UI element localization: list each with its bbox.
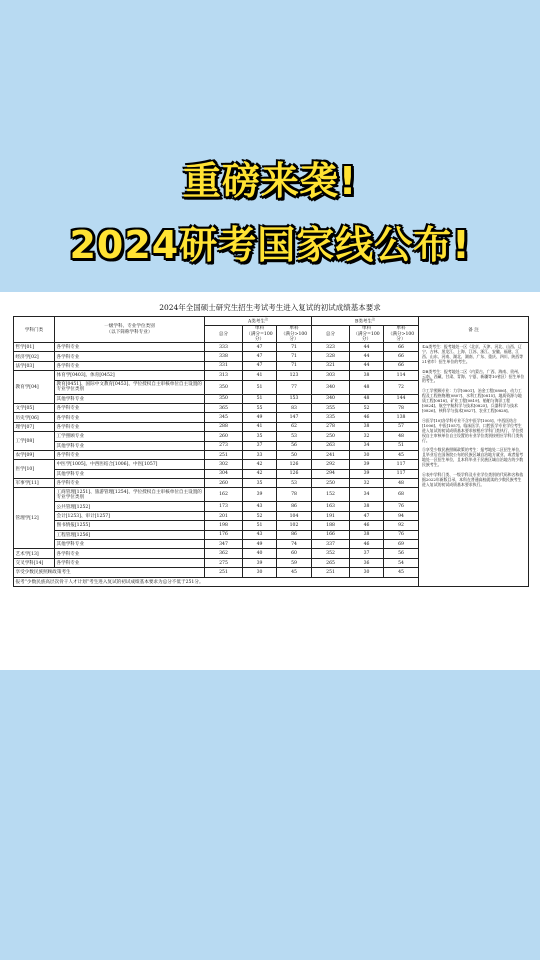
score-a-total: 176 xyxy=(205,530,243,539)
header-b-total: 总分 xyxy=(312,326,350,343)
score-b-single-over: 92 xyxy=(384,521,419,530)
score-a-single-100: 43 xyxy=(243,502,277,511)
score-a-single-over: 53 xyxy=(277,479,312,488)
header-b-single-over: 单科 （满分>100分） xyxy=(384,326,419,343)
row-category: 工学[08] xyxy=(14,432,55,451)
score-a-total: 350 xyxy=(205,380,243,394)
score-b-single-over: 76 xyxy=(384,502,419,511)
score-a-single-over: 147 xyxy=(277,413,312,422)
score-b-total: 188 xyxy=(312,521,350,530)
row-category: 享受少数民族照顾政策考生 xyxy=(14,568,205,577)
row-discipline: 各学科专业 xyxy=(55,422,205,431)
score-a-single-over: 62 xyxy=(277,422,312,431)
remark-item: ③工学照顾专业：力学[0801]、冶金工程[0806]、动力工程及工程热物理[0807]、水利工程[0815]、地质资源与地质工程[0818]、矿业工程[0819]、船舶与海洋工程[0824]、航空宇航科学与技术[0825]、兵器科学与技术[0826]、核科学与技术[0827]、农业工程[0828]。 xyxy=(422,388,522,413)
score-a-single-100: 55 xyxy=(243,403,277,412)
score-a-single-100: 47 xyxy=(243,352,277,361)
score-b-single-100: 30 xyxy=(350,450,384,459)
score-table xyxy=(13,316,529,587)
row-category: 法学[03] xyxy=(14,361,55,370)
header-discipline xyxy=(55,317,205,343)
score-b-total: 335 xyxy=(312,413,350,422)
score-b-single-over: 66 xyxy=(384,343,419,352)
score-a-single-over: 71 xyxy=(277,343,312,352)
header-row-1 xyxy=(14,317,529,326)
row-discipline: 各学科专业 xyxy=(55,352,205,361)
score-a-total: 345 xyxy=(205,413,243,422)
score-b-single-100: 44 xyxy=(350,361,384,370)
row-category: 农学[09] xyxy=(14,450,55,459)
score-a-total: 198 xyxy=(205,521,243,530)
score-b-total: 251 xyxy=(312,568,350,577)
score-b-single-100: 48 xyxy=(350,394,384,403)
score-a-single-over: 104 xyxy=(277,511,312,520)
score-a-total: 260 xyxy=(205,479,243,488)
score-b-single-over: 94 xyxy=(384,511,419,520)
score-a-total: 251 xyxy=(205,568,243,577)
score-a-total: 313 xyxy=(205,371,243,380)
score-b-total: 352 xyxy=(312,549,350,558)
score-a-single-over: 78 xyxy=(277,488,312,502)
score-b-single-over: 69 xyxy=(384,540,419,549)
remarks-cell xyxy=(419,343,529,587)
score-b-single-over: 72 xyxy=(384,380,419,394)
header-discipline-sub: （以下简称学科专业） xyxy=(106,329,153,335)
score-a-single-100: 52 xyxy=(243,511,277,520)
header-a-total: 总分 xyxy=(205,326,243,343)
score-b-single-100: 48 xyxy=(350,380,384,394)
header-category: 学科门类 xyxy=(14,317,55,343)
score-a-total: 365 xyxy=(205,403,243,412)
score-a-single-100: 35 xyxy=(243,432,277,441)
score-b-single-100: 46 xyxy=(350,540,384,549)
score-a-single-over: 53 xyxy=(277,432,312,441)
score-b-total: 152 xyxy=(312,488,350,502)
score-b-total: 337 xyxy=(312,540,350,549)
score-a-single-100: 51 xyxy=(243,394,277,403)
score-b-single-over: 76 xyxy=(384,530,419,539)
score-b-single-100: 38 xyxy=(350,502,384,511)
score-b-single-over: 45 xyxy=(384,568,419,577)
score-a-total: 275 xyxy=(205,558,243,567)
score-b-total: 340 xyxy=(312,394,350,403)
remark-item: ②B类考生：报考地处二区（内蒙古、广西、海南、贵州、云南、西藏、甘肃、青海、宁夏、新疆等10省区）招生单位的考生。 xyxy=(422,368,525,384)
row-category: 理学[07] xyxy=(14,422,55,431)
row-discipline: 公共管理[1252] xyxy=(55,502,205,511)
score-a-single-100: 30 xyxy=(243,568,277,577)
score-b-single-over: 114 xyxy=(384,371,419,380)
score-a-single-over: 71 xyxy=(277,361,312,370)
score-a-total: 302 xyxy=(205,460,243,469)
score-a-single-100: 51 xyxy=(243,380,277,394)
row-discipline: 各学科专业 xyxy=(55,361,205,370)
score-b-total: 166 xyxy=(312,530,350,539)
headline-line-2: 2024研考国家线公布! xyxy=(69,223,471,267)
score-b-total: 163 xyxy=(312,502,350,511)
score-b-total: 265 xyxy=(312,558,350,567)
row-discipline: 各学科专业 xyxy=(55,549,205,558)
header-remarks: 备 注 xyxy=(419,317,529,343)
row-discipline: 会计[1253]、审计[1257] xyxy=(55,511,205,520)
score-a-single-over: 74 xyxy=(277,540,312,549)
score-b-total: 355 xyxy=(312,403,350,412)
score-a-total: 201 xyxy=(205,511,243,520)
score-b-single-over: 54 xyxy=(384,558,419,567)
score-b-single-over: 66 xyxy=(384,361,419,370)
row-category: 文学[05] xyxy=(14,403,55,412)
score-a-single-100: 37 xyxy=(243,441,277,450)
score-a-single-100: 33 xyxy=(243,450,277,459)
score-a-single-over: 83 xyxy=(277,403,312,412)
score-a-total: 304 xyxy=(205,469,243,478)
row-discipline: 图书情报[1255] xyxy=(55,521,205,530)
score-b-single-over: 78 xyxy=(384,403,419,412)
row-category: 医学[10] xyxy=(14,460,55,479)
score-a-single-over: 86 xyxy=(277,530,312,539)
row-discipline: 工商管理[1251]、旅游管理[1254]、学位授权自主审核单位自主设置的专业学位类别 xyxy=(55,488,205,502)
header-a-single-100: 单科 （满分=100分） xyxy=(243,326,277,343)
score-a-single-100: 51 xyxy=(243,521,277,530)
row-category: 交叉学科[14] xyxy=(14,558,55,567)
footnote: 报考“少数民族高层次骨干人才计划”考生进入复试的初试成绩基本要求为总分不低于251分。 xyxy=(14,577,419,586)
row-discipline: 各学科专业 xyxy=(55,403,205,412)
score-b-single-over: 144 xyxy=(384,394,419,403)
score-b-single-over: 138 xyxy=(384,413,419,422)
score-b-single-100: 30 xyxy=(350,568,384,577)
header-b-single-100: 单科 （满分=100分） xyxy=(350,326,384,343)
score-b-single-100: 44 xyxy=(350,352,384,361)
row-discipline: 其他学科专业 xyxy=(55,441,205,450)
header-group-a: A类考生$^注$ xyxy=(205,317,312,326)
score-b-single-100: 34 xyxy=(350,488,384,502)
row-discipline: 其他学科专业 xyxy=(55,394,205,403)
row-category: 管理学[12] xyxy=(14,488,55,549)
score-a-single-100: 43 xyxy=(243,530,277,539)
score-b-total: 250 xyxy=(312,479,350,488)
score-a-total: 333 xyxy=(205,343,243,352)
score-a-single-over: 50 xyxy=(277,450,312,459)
score-a-single-100: 47 xyxy=(243,343,277,352)
score-b-single-over: 66 xyxy=(384,352,419,361)
score-a-total: 350 xyxy=(205,394,243,403)
row-discipline: 各学科专业 xyxy=(55,558,205,567)
row-discipline: 体育学[0403]、体育[0452] xyxy=(55,371,205,380)
row-category: 经济学[02] xyxy=(14,352,55,361)
score-b-total: 294 xyxy=(312,469,350,478)
score-b-total: 340 xyxy=(312,380,350,394)
score-table-document xyxy=(0,292,540,670)
score-b-single-over: 56 xyxy=(384,549,419,558)
row-discipline: 工程管理[1256] xyxy=(55,530,205,539)
score-a-total: 338 xyxy=(205,352,243,361)
score-a-single-over: 59 xyxy=(277,558,312,567)
score-a-single-over: 102 xyxy=(277,521,312,530)
table-row xyxy=(14,343,529,352)
score-a-total: 251 xyxy=(205,450,243,459)
score-b-total: 323 xyxy=(312,343,350,352)
row-category: 艺术学[13] xyxy=(14,549,55,558)
row-discipline: 其他学科专业 xyxy=(55,469,205,478)
score-b-single-100: 38 xyxy=(350,530,384,539)
row-discipline: 各学科专业 xyxy=(55,450,205,459)
score-b-single-over: 68 xyxy=(384,488,419,502)
score-a-total: 273 xyxy=(205,441,243,450)
score-b-single-over: 117 xyxy=(384,469,419,478)
score-b-total: 321 xyxy=(312,361,350,370)
row-category: 军事学[11] xyxy=(14,479,55,488)
row-category: 哲学[01] xyxy=(14,343,55,352)
score-a-single-100: 35 xyxy=(243,479,277,488)
score-a-single-over: 86 xyxy=(277,502,312,511)
score-b-single-100: 46 xyxy=(350,521,384,530)
row-discipline: 各学科专业 xyxy=(55,479,205,488)
score-b-single-over: 48 xyxy=(384,432,419,441)
score-b-total: 328 xyxy=(312,352,350,361)
score-b-total: 191 xyxy=(312,511,350,520)
score-a-total: 331 xyxy=(205,361,243,370)
header-group-b: B类考生$^注$ xyxy=(312,317,419,326)
row-discipline: 其他学科专业 xyxy=(55,540,205,549)
score-a-total: 362 xyxy=(205,549,243,558)
score-b-total: 278 xyxy=(312,422,350,431)
row-discipline: 工学照顾专业 xyxy=(55,432,205,441)
score-a-single-over: 45 xyxy=(277,568,312,577)
remark-item: ①A类考生：报考地处一区（北京、天津、河北、山西、辽宁、吉林、黑龙江、上海、江苏、浙江、安徽、福建、江西、山东、河南、湖北、湖南、广东、重庆、四川、陕西等21省市）招生单位的考生。 xyxy=(422,344,524,364)
score-b-single-over: 45 xyxy=(384,450,419,459)
score-a-total: 162 xyxy=(205,488,243,502)
score-b-total: 292 xyxy=(312,460,350,469)
remark-item: ⑥表中学科门类、一级学科及专业学位类别的代码和名称依据2022年新版目录，本科在普通高校就读的少数民族考生进入复试的初试成绩基本要求执行。 xyxy=(422,472,524,487)
score-a-single-100: 41 xyxy=(243,371,277,380)
document-title: 2024年全国硕士研究生招生考试考生进入复试的初试成绩基本要求 xyxy=(159,303,381,312)
score-b-single-over: 57 xyxy=(384,422,419,431)
score-a-single-over: 60 xyxy=(277,549,312,558)
score-b-single-100: 46 xyxy=(350,413,384,422)
score-b-single-over: 51 xyxy=(384,441,419,450)
score-b-total: 250 xyxy=(312,432,350,441)
score-a-total: 288 xyxy=(205,422,243,431)
header-discipline-main: 一级学科、专业学位类别 xyxy=(104,324,155,330)
score-b-single-100: 38 xyxy=(350,422,384,431)
score-b-single-100: 34 xyxy=(350,441,384,450)
row-discipline: 中医学[1005]、中西医结合[1006]、中医[1057] xyxy=(55,460,205,469)
score-b-single-100: 39 xyxy=(350,469,384,478)
remark-item: ⑤享受少数民族照顾政策的考生：报考地处二区招生单位，且毕业后在国务院公布的民族区域自治地方就业，或者报考地处一区招生单位，且本科毕业于民族区域自治地方的少数民族考生。 xyxy=(422,447,524,468)
score-b-single-over: 117 xyxy=(384,460,419,469)
row-discipline: 教育[0451]、国际中文教育[0453]、学位授权自主审核单位自主设置的专业学位类别 xyxy=(55,380,205,394)
score-b-total: 241 xyxy=(312,450,350,459)
score-b-single-100: 39 xyxy=(350,460,384,469)
row-discipline: 各学科专业 xyxy=(55,343,205,352)
score-a-single-100: 42 xyxy=(243,469,277,478)
score-b-single-100: 32 xyxy=(350,432,384,441)
score-a-single-over: 123 xyxy=(277,371,312,380)
score-b-single-over: 48 xyxy=(384,479,419,488)
row-category: 教育学[04] xyxy=(14,371,55,404)
score-b-single-100: 52 xyxy=(350,403,384,412)
score-b-total: 263 xyxy=(312,441,350,450)
row-discipline: 各学科专业 xyxy=(55,413,205,422)
score-b-total: 303 xyxy=(312,371,350,380)
score-a-single-over: 153 xyxy=(277,394,312,403)
score-a-single-100: 39 xyxy=(243,488,277,502)
score-a-single-100: 39 xyxy=(243,558,277,567)
score-a-total: 173 xyxy=(205,502,243,511)
header-a-single-over: 单科 （满分>100分） xyxy=(277,326,312,343)
score-b-single-100: 36 xyxy=(350,558,384,567)
score-a-single-100: 47 xyxy=(243,361,277,370)
score-b-single-100: 44 xyxy=(350,343,384,352)
score-a-single-100: 42 xyxy=(243,460,277,469)
score-a-single-over: 77 xyxy=(277,380,312,394)
score-a-single-over: 126 xyxy=(277,460,312,469)
row-category: 历史学[06] xyxy=(14,413,55,422)
score-a-single-100: 49 xyxy=(243,540,277,549)
score-a-total: 347 xyxy=(205,540,243,549)
score-b-single-100: 32 xyxy=(350,479,384,488)
score-a-single-100: 40 xyxy=(243,549,277,558)
score-a-single-100: 41 xyxy=(243,422,277,431)
score-a-single-over: 71 xyxy=(277,352,312,361)
score-a-single-100: 49 xyxy=(243,413,277,422)
score-a-total: 260 xyxy=(205,432,243,441)
remark-item: ④医学[10]各学科专业不含中医学[1005]、中西医结合[1006]、中医[1057]。临床医学、口腔医学专业学位考生进入复试的初试成绩基本要求按相应学科门类执行，学位授权自主审核单位自主设置的专业学位类别按相应学科门类执行。 xyxy=(422,417,524,443)
score-b-single-100: 47 xyxy=(350,511,384,520)
score-b-single-100: 37 xyxy=(350,549,384,558)
score-a-single-over: 56 xyxy=(277,441,312,450)
score-b-single-100: 38 xyxy=(350,371,384,380)
headline-line-1: 重磅来袭! xyxy=(182,159,358,203)
score-a-single-over: 126 xyxy=(277,469,312,478)
